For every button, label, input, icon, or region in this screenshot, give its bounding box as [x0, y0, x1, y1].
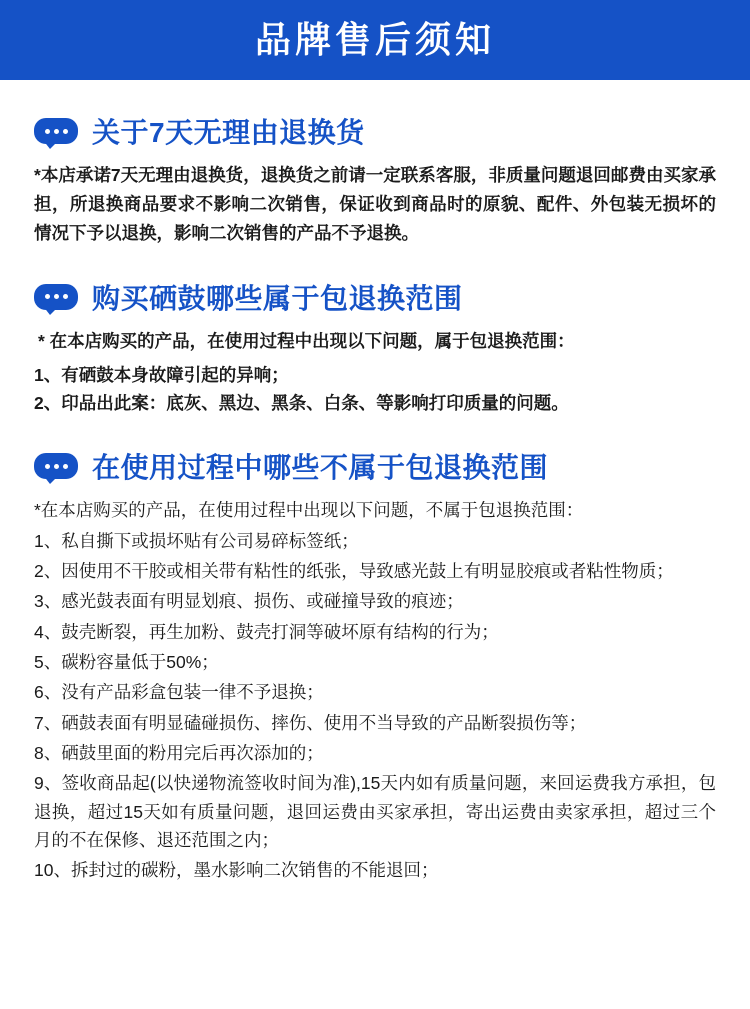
speech-bubble-icon [34, 118, 78, 149]
section-header [34, 118, 716, 149]
section-paragraph: *本店承诺7天无理由退换货，退换货之前请一定联系客服，非质量问题退回邮费由买家承担，所退换商品要求不影响二次销售，保证收到商品时的原貌、配件、外包装无损坏的情况下予以退换，影响二次销售的产品不予退换。 [34, 165, 716, 243]
list-item: 1、有硒鼓本身故障引起的异响； [34, 364, 289, 385]
page-header [0, 0, 750, 80]
section-covered-scope [34, 284, 716, 418]
excluded-scope-list [34, 527, 716, 885]
page-content [0, 118, 750, 885]
section-lead-text: *在本店购买的产品，在使用过程中出现以下问题，不属于包退换范围： [34, 500, 584, 521]
list-item: 4、鼓壳断裂，再生加粉、鼓壳打洞等破坏原有结构的行为； [34, 621, 499, 642]
section-title: 在使用过程中哪些不属于包退换范围 [92, 452, 549, 484]
list-item: 3、感光鼓表面有明显划痕、损伤、或碰撞导致的痕迹； [34, 591, 464, 612]
list-item: 6、没有产品彩盒包装一律不予退换； [34, 682, 324, 703]
section-title: 关于7天无理由退换货 [92, 117, 365, 149]
list-item: 8、硒鼓里面的粉用完后再次添加的； [34, 743, 324, 764]
list-item: 9、签收商品起(以快递物流签收时间为准),15天内如有质量问题，来回运费我方承担，包退换，超过15天如有质量问题，退回运费由买家承担，寄出运费由卖家承担，超过三个月的不在保修、退还范围之内； [34, 773, 716, 851]
speech-bubble-icon [34, 453, 78, 484]
list-item: 2、印品出此案：底灰、黑边、黑条、白条、等影响打印质量的问题。 [34, 392, 569, 413]
list-item: 1、私自撕下或损坏贴有公司易碎标签纸； [34, 530, 359, 551]
list-item: 10、拆封过的碳粉，墨水影响二次销售的不能退回； [34, 860, 439, 881]
covered-scope-list [34, 361, 716, 418]
section-header [34, 284, 716, 315]
section-return-policy [34, 118, 716, 248]
section-header [34, 453, 716, 484]
list-item: 5、碳粉容量低于50%； [34, 652, 219, 673]
list-item: 2、因使用不干胶或相关带有粘性的纸张，导致感光鼓上有明显胶痕或者粘性物质； [34, 561, 674, 581]
section-excluded-scope [34, 453, 716, 884]
page-title: 品牌售后须知 [254, 19, 495, 60]
section-title: 购买硒鼓哪些属于包退换范围 [92, 282, 463, 314]
speech-bubble-icon [34, 284, 78, 315]
list-item: 7、硒鼓表面有明显磕碰损伤、摔伤、使用不当导致的产品断裂损伤等； [34, 712, 587, 733]
section-lead-text: * 在本店购买的产品，在使用过程中出现以下问题，属于包退换范围： [38, 330, 575, 351]
